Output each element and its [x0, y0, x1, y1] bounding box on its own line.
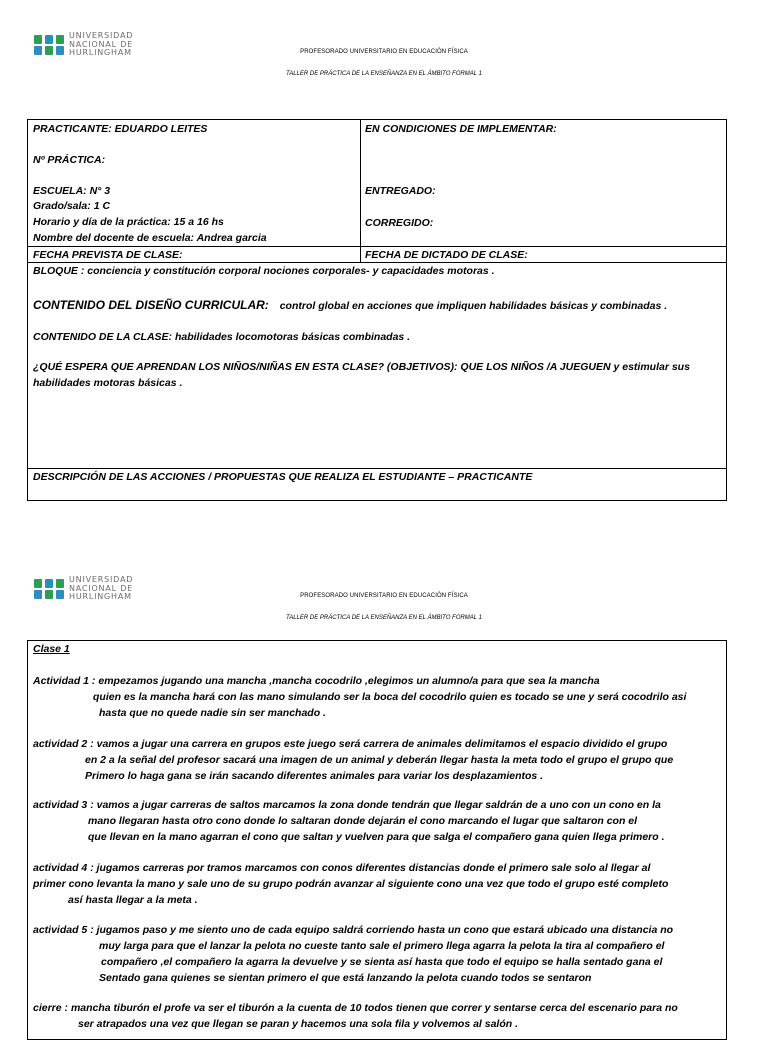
activity-line: ser atrapados una vez que llegan se paran y hacemos una sola fila y volvemos al salón .	[78, 1018, 519, 1030]
course-subtitle: TALLER DE PRÁCTICA DE LA ENSEÑANZA EN EL ÁMBITO FORMAL 1	[286, 615, 482, 621]
activity-line: primer cono levanta la mano y sale uno de su grupo podrán avanzar al siguiente cono una vez que todo el grupo esté completo	[33, 878, 669, 890]
fecha-dictado-field: FECHA DE DICTADO DE CLASE:	[365, 249, 528, 261]
practicante-field: PRACTICANTE: EDUARDO LEITES	[33, 123, 208, 135]
bloque-field: BLOQUE : conciencia y constitución corporal nociones corporales- y capacidades motoras .	[33, 265, 495, 277]
row-divider	[27, 468, 727, 469]
activity-line: en 2 a la señal del profesor sacará una imagen de un animal y deberán llegar hasta la meta todo el grupo el grupo que	[85, 754, 674, 766]
cierre	[33, 1000, 678, 1032]
grado-field: Grado/sala: 1 C	[33, 200, 111, 212]
activity-line: Primero lo haga gana se irán sacando diferentes animales para variar los desplazamientos .	[85, 770, 544, 782]
contenido-diseno-label: CONTENIDO DEL DISEÑO CURRICULAR:	[33, 298, 269, 312]
program-title: PROFESORADO UNIVERSITARIO EN EDUCACIÓN FÍSICA	[300, 593, 468, 599]
activity-line: mano llegaran hasta otro cono donde lo saltaran donde dejarán el cono marcando el lugar que saltaron con el	[88, 815, 638, 827]
activity-line: actividad 4 : jugamos carreras por tramos marcamos con conos diferentes distancias donde el primero sale solo al llegar al	[33, 862, 651, 874]
activity-line: actividad 5 : jugamos paso y me siento uno de cada equipo saldrá corriendo hasta un cono que estará ubicado una distancia no	[33, 924, 674, 936]
row-divider	[27, 246, 727, 247]
logo-line: NACIONAL DE	[69, 583, 134, 593]
activity-line: muy larga para que el lanzar la pelota no cueste tanto sale el primero llega agarra la pelota la tira al compañero el	[99, 940, 665, 952]
actividad-4	[33, 860, 668, 908]
objetivos-line: habilidades motoras básicas .	[33, 377, 183, 389]
entregado-field: ENTREGADO:	[365, 185, 436, 197]
logo-line: NACIONAL DE	[69, 39, 134, 49]
activity-line: quien es la mancha hará con las mano simulando ser la boca del cocodrilo quien es tocado se une y será cocodrilo asi	[93, 691, 687, 703]
actividad-3	[33, 797, 665, 845]
actividad-5	[33, 922, 673, 986]
contenido-diseno-value: control global en acciones que impliquen habilidades básicas y combinadas .	[279, 300, 668, 312]
activity-line: Sentado gana quienes se sientan primero el que está lanzando la pelota cuando todos se sentaron	[99, 972, 592, 984]
activity-line: hasta que no quede nadie sin ser manchado .	[99, 707, 326, 719]
objetivos-line: ¿QUÉ ESPERA QUE APRENDAN LOS NIÑOS/NIÑAS EN ESTA CLASE? (OBJETIVOS): QUE LOS NIÑOS /A JUEGUEN y estimular sus	[33, 361, 690, 373]
corregido-field: CORREGIDO:	[365, 217, 434, 229]
escuela-field: ESCUELA: N° 3	[33, 185, 111, 197]
activity-line: actividad 2 : vamos a jugar una carrera en grupos este juego será carrera de animales delimitamos el espacio dividido el grupo	[33, 738, 668, 750]
contenido-clase-field: CONTENIDO DE LA CLASE: habilidades locomotoras básicas combinadas .	[33, 331, 411, 343]
logo-line: HURLINGHAM	[69, 592, 132, 601]
contenido-diseno-field	[33, 298, 667, 312]
activity-line: Actividad 1 : empezamos jugando una mancha ,mancha cocodrilo ,elegimos un alumno/a para que sea la mancha	[33, 675, 600, 687]
logo-line: UNIVERSIDAD	[69, 575, 134, 584]
logo-line: HURLINGHAM	[69, 48, 132, 57]
activity-line: que llevan en la mano agarran el cono que saltan y vuelven para que salga el compañero gana quien llega primero .	[88, 831, 665, 843]
logo-line: UNIVERSIDAD	[69, 31, 134, 40]
descripcion-heading: DESCRIPCIÓN DE LAS ACCIONES / PROPUESTAS QUE REALIZA EL ESTUDIANTE – PRACTICANTE	[33, 471, 533, 483]
program-title: PROFESORADO UNIVERSITARIO EN EDUCACIÓN FÍSICA	[300, 49, 468, 55]
horario-field: Horario y día de la práctica: 15 a 16 hs	[33, 216, 224, 228]
class-title: Clase 1	[33, 643, 70, 655]
actividad-2	[33, 736, 673, 784]
fecha-prevista-field: FECHA PREVISTA DE CLASE:	[33, 249, 183, 261]
column-divider	[360, 119, 361, 262]
activity-line: actividad 3 : vamos a jugar carreras de saltos marcamos la zona donde tendrán que llegar saldrán de a uno con un cono en la	[33, 799, 661, 811]
activity-line: compañero ,el compañero la agarra la devuelve y se sienta así hasta que todo el equipo se halla sentado gana el	[101, 956, 663, 968]
course-subtitle: TALLER DE PRÁCTICA DE LA ENSEÑANZA EN EL ÁMBITO FORMAL 1	[286, 71, 482, 77]
condiciones-field: EN CONDICIONES DE IMPLEMENTAR:	[365, 123, 557, 135]
actividad-1	[33, 673, 686, 721]
activity-line: así hasta llegar a la meta .	[68, 894, 198, 906]
practica-number-field: Nº PRÁCTICA:	[33, 154, 106, 166]
activity-line: cierre : mancha tiburón el profe va ser el tiburón a la cuenta de 10 todos tienen que correr y sentarse cerca del escenario para no	[33, 1002, 678, 1014]
row-divider	[27, 262, 727, 263]
docente-field: Nombre del docente de escuela: Andrea garcia	[33, 232, 267, 244]
